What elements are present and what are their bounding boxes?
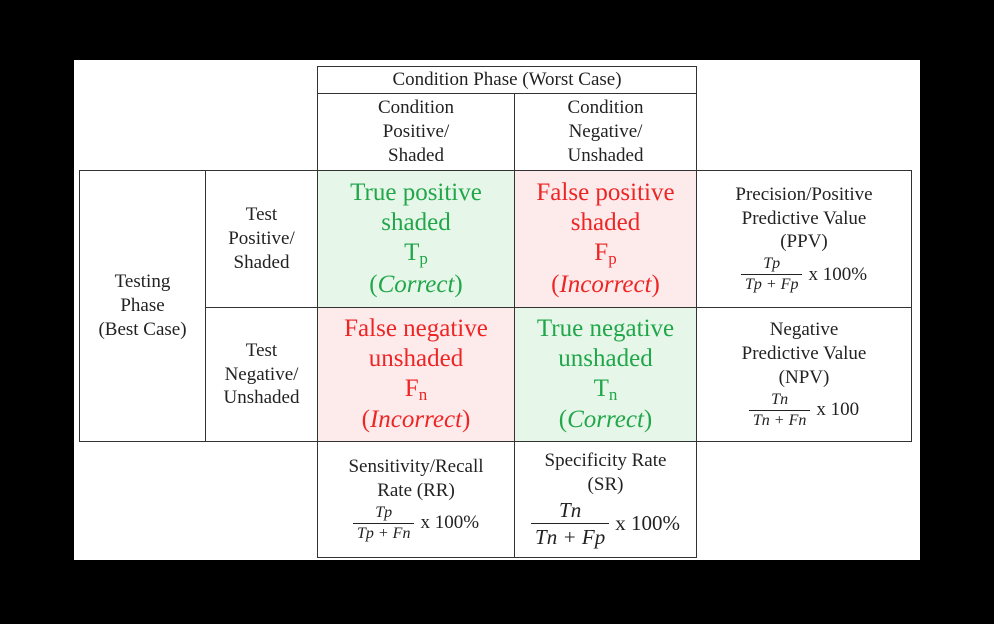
tp-sub: p bbox=[419, 249, 428, 269]
test-neg-line: Negative/ bbox=[224, 363, 299, 385]
rr-fraction bbox=[353, 503, 414, 544]
condition-phase-header bbox=[317, 66, 697, 94]
cond-pos-line: Shaded bbox=[388, 144, 444, 166]
sr-suffix: x 100% bbox=[615, 511, 680, 536]
fp-sym: F bbox=[594, 239, 609, 267]
test-pos-line: Test bbox=[245, 204, 278, 226]
testing-phase-header bbox=[79, 170, 206, 442]
rr-denominator: Tp + Fn bbox=[353, 523, 414, 544]
npv-suffix: x 100 bbox=[816, 399, 860, 421]
condition-phase-label: Condition Phase (Worst Case) bbox=[392, 69, 622, 91]
cond-neg-line: Negative/ bbox=[568, 121, 643, 143]
test-pos-line: Positive/ bbox=[228, 228, 295, 250]
test-positive-header bbox=[205, 170, 318, 308]
tp-verdict-text: Correct bbox=[377, 270, 455, 298]
fn-shade: unshaded bbox=[368, 344, 464, 372]
rr-line: Sensitivity/Recall bbox=[348, 456, 484, 478]
cond-pos-line: Positive/ bbox=[382, 121, 450, 143]
tp-symbol bbox=[404, 238, 428, 269]
tn-verdict-text: Correct bbox=[567, 406, 644, 434]
fn-verdict: (Incorrect) bbox=[361, 406, 471, 434]
condition-negative-header bbox=[514, 93, 697, 171]
tp-shade: shaded bbox=[381, 209, 451, 237]
sr-denominator: Tn + Fp bbox=[531, 523, 609, 550]
testing-phase-line: Testing bbox=[114, 271, 171, 293]
fp-shade: shaded bbox=[570, 209, 641, 237]
tn-shade: unshaded bbox=[558, 344, 653, 372]
ppv-cell bbox=[696, 170, 912, 308]
fp-title: False positive bbox=[536, 179, 675, 207]
rr-numerator: Tp bbox=[375, 503, 393, 521]
test-negative-header bbox=[205, 307, 318, 442]
cond-neg-line: Condition bbox=[567, 97, 644, 119]
sr-numerator: Tn bbox=[559, 497, 582, 522]
tn-sub: n bbox=[608, 384, 618, 404]
true-positive-cell bbox=[317, 170, 515, 308]
cond-neg-line: Unshaded bbox=[567, 144, 644, 166]
ppv-line: Predictive Value bbox=[741, 207, 867, 229]
fp-symbol bbox=[594, 238, 616, 269]
sr-line: (SR) bbox=[587, 473, 624, 495]
testing-phase-line: (Best Case) bbox=[98, 318, 187, 340]
rr-suffix: x 100% bbox=[420, 512, 480, 534]
npv-formula bbox=[749, 390, 859, 431]
false-negative-cell bbox=[317, 307, 515, 442]
fn-sym: F bbox=[404, 374, 419, 402]
npv-line: Predictive Value bbox=[741, 343, 867, 365]
fp-sub: p bbox=[608, 249, 617, 269]
test-neg-line: Unshaded bbox=[223, 387, 300, 409]
ppv-denominator: Tp + Fp bbox=[741, 274, 802, 295]
npv-fraction bbox=[749, 390, 810, 431]
tn-sym: T bbox=[593, 374, 609, 402]
test-pos-line: Shaded bbox=[233, 251, 290, 273]
ppv-line: (PPV) bbox=[780, 231, 828, 253]
tn-symbol bbox=[594, 374, 618, 405]
cond-pos-line: Condition bbox=[377, 97, 454, 119]
test-neg-line: Test bbox=[245, 339, 278, 361]
npv-line: (NPV) bbox=[778, 366, 830, 388]
ppv-formula bbox=[741, 254, 867, 295]
false-positive-cell bbox=[514, 170, 697, 308]
npv-cell bbox=[696, 307, 912, 442]
condition-positive-header bbox=[317, 93, 515, 171]
ppv-line: Precision/Positive bbox=[735, 183, 873, 205]
recall-rate-cell bbox=[317, 441, 515, 558]
testing-phase-line: Phase bbox=[120, 295, 165, 317]
rr-formula bbox=[353, 503, 479, 544]
tp-verdict: (Correct) bbox=[369, 270, 463, 298]
fn-symbol bbox=[405, 374, 427, 405]
tp-sym: T bbox=[404, 239, 420, 267]
sr-line: Specificity Rate bbox=[544, 450, 667, 471]
rr-line: Rate (RR) bbox=[377, 480, 455, 501]
tn-verdict: (Correct) bbox=[558, 406, 653, 434]
ppv-numerator: Tp bbox=[763, 255, 781, 273]
specificity-rate-cell bbox=[514, 441, 697, 558]
tn-title: True negative bbox=[536, 314, 675, 342]
ppv-fraction bbox=[741, 254, 802, 295]
true-negative-cell bbox=[514, 307, 697, 442]
sr-formula bbox=[531, 497, 680, 551]
tp-title: True positive bbox=[350, 179, 482, 207]
fn-sub: n bbox=[418, 384, 428, 404]
fp-verdict-text: Incorrect bbox=[559, 270, 652, 298]
npv-numerator: Tn bbox=[771, 390, 789, 408]
npv-line: Negative bbox=[769, 319, 839, 341]
sr-fraction bbox=[531, 497, 609, 551]
fn-verdict-text: Incorrect bbox=[369, 406, 463, 434]
npv-denominator: Tn + Fn bbox=[749, 410, 810, 431]
fp-verdict: (Incorrect) bbox=[551, 270, 660, 298]
ppv-suffix: x 100% bbox=[808, 263, 868, 285]
fn-title: False negative bbox=[344, 314, 488, 342]
confusion-matrix bbox=[74, 60, 920, 560]
